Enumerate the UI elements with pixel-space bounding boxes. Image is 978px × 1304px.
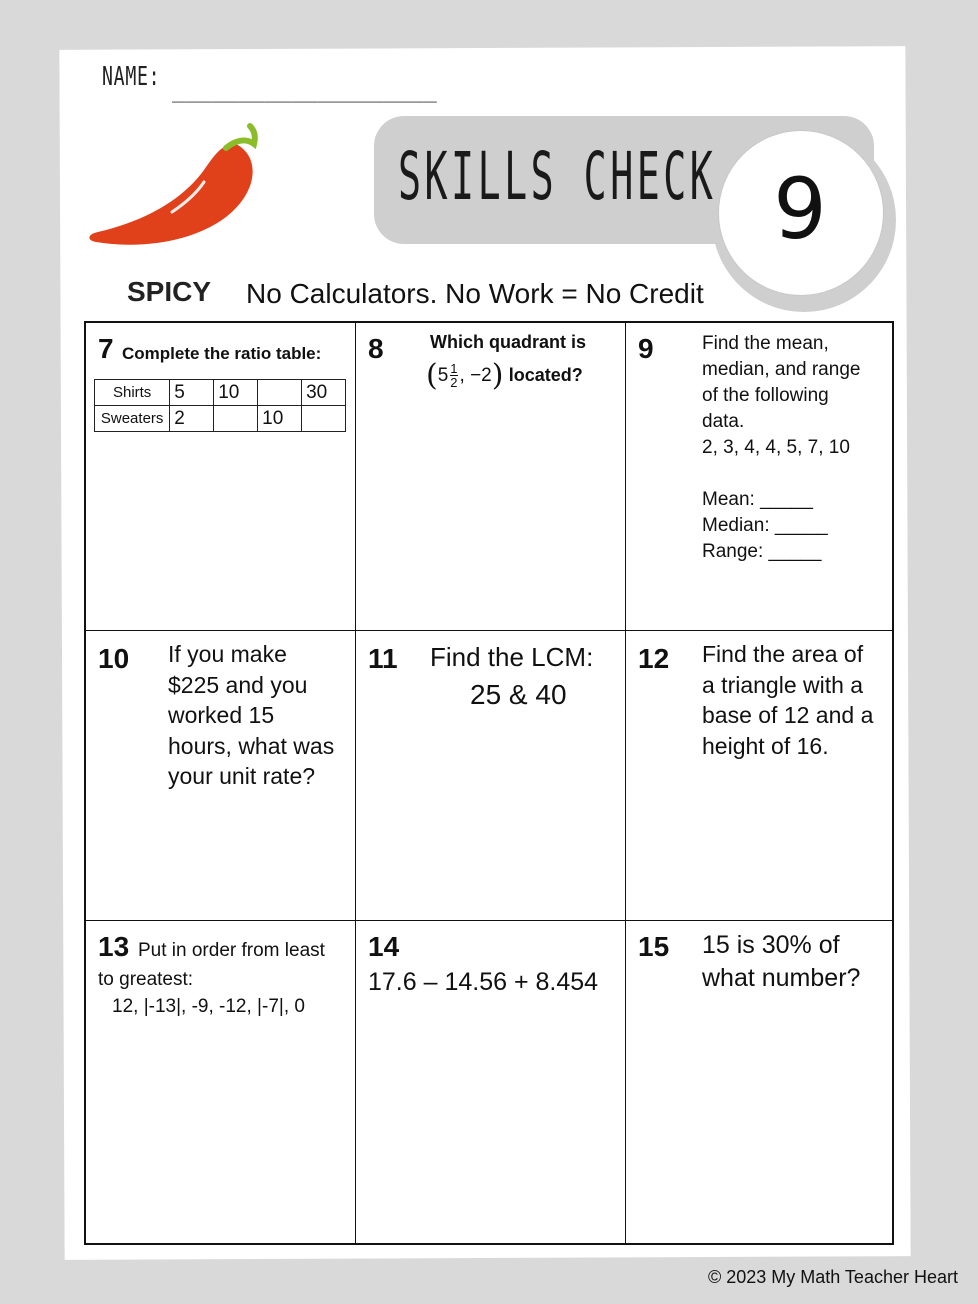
expression: 17.6 – 14.56 + 8.454 bbox=[368, 968, 599, 996]
table-cell-blank[interactable] bbox=[214, 406, 258, 432]
problem-text bbox=[168, 639, 334, 792]
worksheet-rules: No Calculators. No Work = No Credit bbox=[246, 278, 704, 309]
problem-9-cell[interactable] bbox=[626, 323, 894, 631]
text-line: what number? bbox=[702, 964, 861, 992]
problem-number: 10 bbox=[98, 643, 130, 674]
problem-text: Find the LCM: bbox=[430, 642, 594, 672]
problem-11-cell[interactable] bbox=[356, 631, 626, 921]
problem-13-cell[interactable] bbox=[86, 921, 356, 1243]
median-answer-blank[interactable]: Median: _____ bbox=[702, 515, 828, 536]
problem-number: 9 bbox=[638, 333, 654, 364]
table-cell: 10 bbox=[258, 406, 302, 432]
number-list: 12, |-13|, -9, -12, |-7|, 0 bbox=[112, 996, 305, 1017]
problem-number: 15 bbox=[638, 931, 670, 962]
table-cell: 10 bbox=[214, 380, 258, 406]
prompt-suffix: located? bbox=[508, 364, 583, 385]
text-line: data. bbox=[702, 411, 745, 432]
text-line: height of 16. bbox=[702, 732, 829, 759]
range-answer-blank[interactable]: Range: _____ bbox=[702, 541, 822, 562]
mean-answer-blank[interactable]: Mean: _____ bbox=[702, 489, 813, 510]
text-line: your unit rate? bbox=[168, 763, 316, 789]
problem-number: 13 bbox=[98, 931, 130, 962]
fraction: $\frac{1}{2}$ bbox=[450, 361, 458, 391]
problem-12-cell[interactable] bbox=[626, 631, 894, 921]
data-set: 2, 3, 4, 4, 5, 7, 10 bbox=[702, 437, 850, 458]
point-whole: 5 bbox=[437, 364, 449, 386]
problem-number: 7 bbox=[98, 333, 114, 364]
text-line: $225 and you bbox=[168, 671, 308, 698]
text-line: median, and range bbox=[702, 359, 861, 380]
text-line: a triangle with a bbox=[702, 671, 864, 698]
problem-number: 8 bbox=[368, 333, 384, 364]
problem-text bbox=[702, 929, 860, 995]
problem-7-cell[interactable] bbox=[86, 323, 356, 631]
table-cell: Sweaters bbox=[95, 406, 170, 432]
problem-number: 12 bbox=[638, 643, 670, 674]
problem-prompt: Which quadrant is bbox=[430, 332, 587, 352]
table-cell: Shirts bbox=[95, 380, 170, 406]
problem-15-cell[interactable] bbox=[626, 921, 894, 1243]
text-line: If you make bbox=[168, 641, 287, 667]
table-row bbox=[95, 406, 346, 432]
problem-8-cell[interactable] bbox=[356, 323, 626, 631]
skills-check-number: 9 bbox=[773, 160, 827, 258]
ratio-table bbox=[94, 379, 346, 432]
problem-text bbox=[702, 331, 860, 565]
worksheet-title: SKILLS CHECK bbox=[398, 138, 717, 215]
text-line: base of 12 and a bbox=[702, 702, 874, 728]
problem-number: 11 bbox=[368, 643, 398, 674]
chili-pepper-icon bbox=[86, 122, 266, 252]
table-row bbox=[95, 380, 346, 406]
problem-prompt: Complete the ratio table: bbox=[122, 344, 322, 363]
table-cell: 5 bbox=[170, 380, 214, 406]
text-line: hours, what was bbox=[168, 732, 335, 759]
problem-number: 14 bbox=[368, 931, 400, 962]
table-cell-blank[interactable] bbox=[258, 380, 302, 406]
text-line: Find the mean, bbox=[702, 333, 829, 354]
table-cell: 30 bbox=[302, 380, 346, 406]
text-line: 15 is 30% of bbox=[702, 931, 840, 959]
copyright-footer: © 2023 My Math Teacher Heart bbox=[707, 1267, 958, 1287]
name-label: NAME: bbox=[102, 62, 161, 92]
coordinate-point: (5 $\frac{1}{2}$ , −2) located? bbox=[426, 358, 583, 393]
problem-grid bbox=[84, 321, 894, 1245]
difficulty-level: SPICY bbox=[127, 276, 212, 307]
problem-prompt: Put in order from least bbox=[138, 940, 325, 961]
point-y: , −2 bbox=[459, 364, 492, 386]
problem-prompt-cont: to greatest: bbox=[98, 969, 194, 990]
text-line: of the following bbox=[702, 385, 829, 406]
lcm-numbers: 25 & 40 bbox=[470, 679, 567, 710]
text-line: Find the area of bbox=[702, 641, 864, 667]
table-cell: 2 bbox=[170, 406, 214, 432]
name-line[interactable]: ____________________ bbox=[172, 78, 437, 103]
problem-text bbox=[702, 639, 873, 761]
text-line: worked 15 bbox=[168, 702, 275, 728]
table-cell-blank[interactable] bbox=[302, 406, 346, 432]
problem-14-cell[interactable] bbox=[356, 921, 626, 1243]
problem-10-cell[interactable] bbox=[86, 631, 356, 921]
